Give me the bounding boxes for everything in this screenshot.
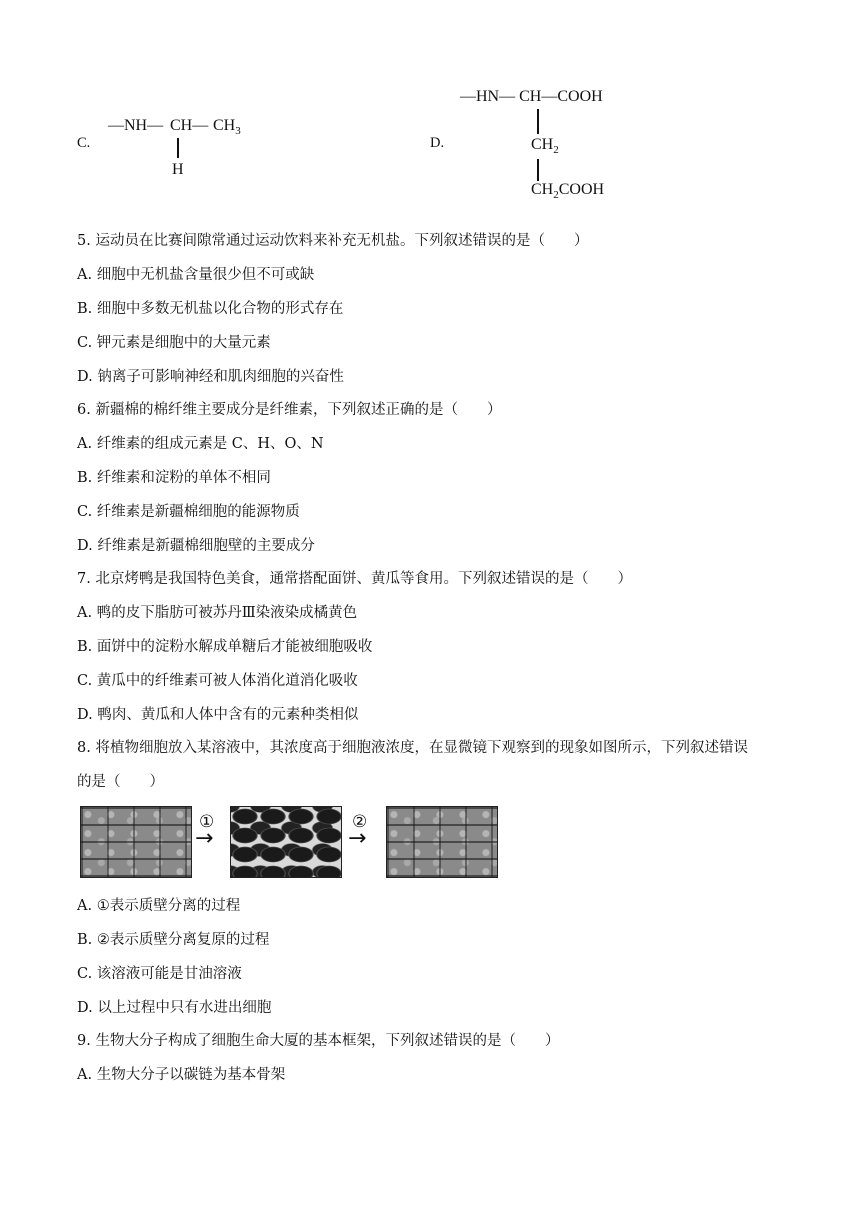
- question-8-option-a: A. ①表示质壁分离的过程: [77, 898, 241, 914]
- question-7-stem: 7. 北京烤鸭是我国特色美食，通常搭配面饼、黄瓜等食用。下列叙述错误的是（ ）: [77, 571, 632, 587]
- question-7-option-b: B. 面饼中的淀粉水解成单糖后才能被细胞吸收: [77, 639, 373, 655]
- question-6-option-b: B. 纤维素和淀粉的单体不相同: [77, 470, 271, 486]
- question-9-stem: 9. 生物大分子构成了细胞生命大厦的基本框架，下列叙述错误的是（ ）: [77, 1033, 560, 1049]
- bond-line: [177, 138, 179, 158]
- question-6-stem: 6. 新疆棉的棉纤维主要成分是纤维素，下列叙述正确的是（ ）: [77, 402, 502, 418]
- structure-c-nh: —NH—: [108, 117, 164, 134]
- question-8-stem-line1: 8. 将植物细胞放入某溶液中，其浓度高于细胞液浓度，在显微镜下观察到的现象如图所示，下列叙述错误: [77, 740, 748, 756]
- question-7-option-d: D. 鸭肉、黄瓜和人体中含有的元素种类相似: [77, 707, 359, 723]
- option-c-label: C.: [77, 135, 91, 151]
- structure-c-ch3: $CH_3$: [213, 117, 241, 137]
- structure-d-ch2: $CH_2$: [531, 136, 559, 156]
- question-5-option-d: D. 钠离子可影响神经和肌肉细胞的兴奋性: [77, 369, 344, 385]
- micrograph-plasmolyzed-cells: [230, 806, 342, 878]
- question-6-option-a: A. 纤维素的组成元素是 C、H、O、N: [77, 436, 324, 452]
- option-d-label: D.: [430, 135, 445, 151]
- question-6-option-c: C. 纤维素是新疆棉细胞的能源物质: [77, 504, 300, 520]
- bond-line: [537, 109, 539, 134]
- structure-c-ch: CH—: [170, 117, 209, 134]
- question-7-option-a: A. 鸭的皮下脂肪可被苏丹Ⅲ染液染成橘黄色: [77, 605, 358, 621]
- structure-d-row1: —HN— CH—COOH: [460, 88, 603, 105]
- question-5-stem: 5. 运动员在比赛间隙常通过运动饮料来补充无机盐。下列叙述错误的是（ ）: [77, 233, 589, 249]
- step-1-label: ①: [199, 812, 215, 832]
- question-8-stem-line2: 的是（ ）: [77, 774, 164, 790]
- question-8-option-d: D. 以上过程中只有水进出细胞: [77, 1000, 272, 1016]
- bond-line: [537, 159, 539, 181]
- question-6-option-d: D. 纤维素是新疆棉细胞壁的主要成分: [77, 538, 315, 554]
- question-8-option-c: C. 该溶液可能是甘油溶液: [77, 966, 242, 982]
- arrow-icon: →: [195, 826, 214, 851]
- step-2-label: ②: [352, 812, 368, 832]
- question-7-option-c: C. 黄瓜中的纤维素可被人体消化道消化吸收: [77, 673, 358, 689]
- micrograph-normal-cells: [80, 806, 192, 878]
- question-5-option-b: B. 细胞中多数无机盐以化合物的形式存在: [77, 301, 344, 317]
- structure-c-h: H: [172, 161, 184, 178]
- question-8-option-b: B. ②表示质壁分离复原的过程: [77, 932, 270, 948]
- micrograph-recovered-cells: [386, 806, 498, 878]
- structure-d-ch2cooh: $CH_2COOH$: [531, 181, 605, 201]
- question-5-option-c: C. 钾元素是细胞中的大量元素: [77, 335, 271, 351]
- question-9-option-a: A. 生物大分子以碳链为基本骨架: [77, 1067, 286, 1083]
- question-5-option-a: A. 细胞中无机盐含量很少但不可或缺: [77, 267, 315, 283]
- arrow-icon: →: [348, 826, 367, 851]
